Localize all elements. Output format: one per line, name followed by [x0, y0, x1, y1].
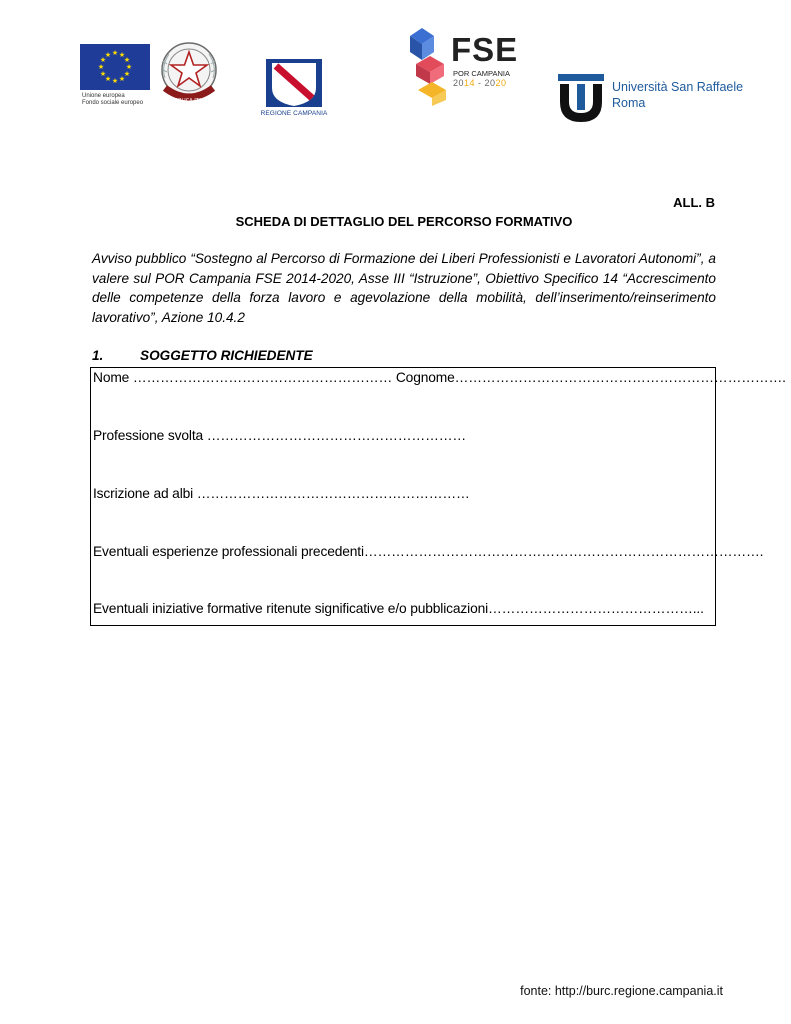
- usr-city: Roma: [612, 96, 646, 110]
- svg-text:★: ★: [111, 49, 119, 57]
- fse-cubes-icon: [408, 26, 452, 106]
- italian-emblem-icon: [155, 38, 223, 110]
- universita-san-raffaele-logo: [556, 70, 744, 126]
- section-title: SOGGETTO RICHIEDENTE: [140, 348, 313, 363]
- svg-text:★: ★: [97, 63, 105, 71]
- fse-por: POR CAMPANIA: [453, 69, 510, 78]
- svg-text:★: ★: [99, 56, 107, 64]
- svg-text:★: ★: [123, 70, 131, 78]
- document-title: SCHEDA DI DETTAGLIO DEL PERCORSO FORMATIVO: [235, 214, 573, 229]
- fse-years: 2014 - 2020: [453, 78, 507, 88]
- campania-shield-icon: [256, 58, 332, 110]
- section-heading: [92, 347, 313, 364]
- svg-text:★: ★: [104, 75, 112, 83]
- iscrizione-albi-field[interactable]: Iscrizione ad albi ……………………………………………………: [93, 486, 470, 501]
- avviso-paragraph: Avviso pubblico “Sostegno al Percorso di Formazione dei Liberi Professionisti e Lavoratori Autonomi”, a valere sul POR Campania FSE 2014-2020, Asse III “Istruzione”, Obiettivo Specifico 14 “Accrescimento delle competenze della forza lavoro e agevolazione della mobilità, dell’inserimento/reinserimento lavorativo”, Azione 10.4.2: [92, 251, 716, 325]
- regione-campania-logo: [256, 58, 332, 128]
- nome-cognome-field[interactable]: Nome ………………………………………………… Cognome……………………………………………………………….: [93, 370, 786, 385]
- svg-text:★: ★: [118, 51, 126, 59]
- campania-label: REGIONE CAMPANIA: [260, 110, 328, 117]
- fse-logo: [408, 26, 526, 106]
- svg-text:★: ★: [123, 56, 131, 64]
- svg-text:★: ★: [125, 63, 133, 71]
- iniziative-formative-field[interactable]: Eventuali iniziative formative ritenute significative e/o pubblicazioni………………………………………...: [93, 601, 704, 616]
- applicant-form-box: [90, 367, 786, 626]
- eu-logo: [80, 44, 152, 110]
- usr-name: Università San Raffaele: [612, 80, 744, 94]
- emblem-band-text: REPUBBLICA ITALIANA: [161, 98, 217, 104]
- eu-flag-icon: [80, 44, 150, 90]
- annex-label: ALL. B: [673, 195, 715, 210]
- eu-caption-1: Unione europea: [82, 93, 125, 99]
- svg-text:★: ★: [118, 75, 126, 83]
- svg-text:★: ★: [99, 70, 107, 78]
- svg-text:★: ★: [104, 51, 112, 59]
- esperienze-field[interactable]: Eventuali esperienze professionali precedenti…………………………………………………………………………….: [93, 544, 764, 559]
- svg-text:★: ★: [111, 77, 119, 85]
- eu-caption-2: Fondo sociale europeo: [82, 100, 144, 106]
- professione-field[interactable]: Professione svolta …………………………………………………: [93, 428, 467, 443]
- usr-u-icon: [556, 70, 610, 126]
- fse-brand: FSE: [451, 31, 519, 68]
- repubblica-italiana-emblem: [155, 38, 223, 110]
- section-number: 1.: [92, 348, 104, 363]
- footer-source: fonte: http://burc.regione.campania.it: [520, 984, 723, 998]
